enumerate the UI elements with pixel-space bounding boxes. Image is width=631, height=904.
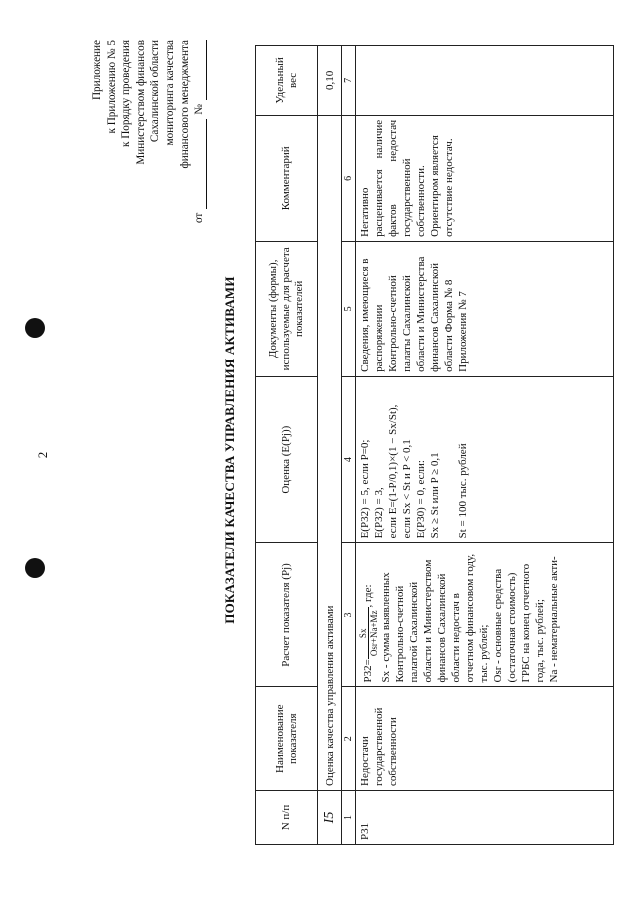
appendix-line: Сахалинской области bbox=[149, 40, 162, 143]
section-label: Оценка качества управления активами bbox=[318, 115, 342, 790]
header-docs: Документы (формы), используемые для расчета показателей bbox=[256, 241, 318, 376]
page-number: 2 bbox=[35, 451, 50, 459]
eval-line: E(P32) = 3, bbox=[373, 487, 385, 539]
appendix-line: к Порядку проведения bbox=[120, 40, 133, 147]
eval-line: E(P30) = 0, если: bbox=[415, 460, 427, 539]
eval-line: Sx ≥ St или P ≥ 0,1 bbox=[429, 452, 441, 539]
calc-fraction: Sx Osr+Na+Mz bbox=[358, 607, 379, 659]
header-name: Наименование показателя bbox=[256, 687, 318, 791]
col-number: 7 bbox=[342, 46, 356, 116]
punch-hole-bottom bbox=[25, 558, 45, 578]
row-eval bbox=[356, 376, 614, 543]
eval-line: E(P32) = 5, если P=0; bbox=[359, 439, 371, 539]
appendix-line: мониторинга качества bbox=[163, 40, 176, 146]
appendix-line: Министерством финансов bbox=[134, 40, 147, 165]
header-row bbox=[256, 46, 318, 845]
indicators-table-host bbox=[255, 45, 620, 845]
number-blank bbox=[196, 40, 207, 100]
row-calc bbox=[356, 543, 614, 687]
col-number: 4 bbox=[342, 376, 356, 543]
header-comment: Комментарий bbox=[256, 115, 318, 241]
eval-line: St = 100 тыс. рублей bbox=[457, 443, 469, 539]
col-number: 1 bbox=[342, 790, 356, 844]
appendix-date-number-line bbox=[192, 40, 207, 280]
header-eval: Оценка (E(Pj)) bbox=[256, 376, 318, 543]
col-number: 3 bbox=[342, 543, 356, 687]
col-number: 5 bbox=[342, 241, 356, 376]
eval-line: если Sx < St и P < 0,1 bbox=[401, 439, 413, 539]
column-number-row bbox=[342, 46, 356, 845]
section-weight: 0,10 bbox=[318, 46, 342, 116]
calc-line: Sx - сумма выявленных Контрольно-счетной палатой Сахалинской области и Министерством финансов Сахалинской области недостач в отчетном финансовом году, тыс. рублей; bbox=[380, 553, 490, 683]
table-row bbox=[356, 46, 614, 845]
appendix-block bbox=[90, 40, 220, 280]
indicators-table bbox=[255, 45, 614, 845]
calc-line: Osr - основные средства (остаточная стоимость) ГРБС на конец отчетного года, тыс. рублей; bbox=[492, 563, 546, 683]
number-label: № bbox=[193, 104, 206, 115]
row-comment bbox=[356, 115, 614, 241]
eval-line: если E=(1-P/0,1)×(1 − Sx/St), bbox=[387, 404, 399, 539]
header-num: N п/п bbox=[256, 790, 318, 844]
date-blank bbox=[196, 119, 207, 209]
comment-line: Негативно расценивается наличие фактов недостач государственной собственности. bbox=[359, 119, 427, 237]
header-weight: Удельный вес bbox=[256, 46, 318, 116]
col-number: 6 bbox=[342, 115, 356, 241]
calc-line: Na - нематериальные акти- bbox=[548, 556, 560, 683]
page-title: ПОКАЗАТЕЛИ КАЧЕСТВА УПРАВЛЕНИЯ АКТИВАМИ bbox=[222, 276, 237, 624]
header-calc: Расчет показателя (Pj) bbox=[256, 543, 318, 687]
row-documents: Сведения, имеющиеся в распоряжении Контрольно-счетной палаты Сахалинской области и Министерства финансов Сахалинской области Форма № 8 Приложения № 7 bbox=[356, 241, 614, 376]
section-index: I5 bbox=[318, 790, 342, 844]
appendix-line: Приложение bbox=[91, 40, 103, 101]
from-label: от bbox=[193, 212, 206, 224]
row-weight bbox=[356, 46, 614, 116]
row-num: P31 bbox=[356, 790, 614, 844]
appendix-line: к Приложению № 5 bbox=[105, 40, 118, 134]
punch-hole-top bbox=[25, 318, 45, 338]
col-number: 2 bbox=[342, 687, 356, 791]
row-name: Недостачи государственной собственности bbox=[356, 687, 614, 791]
appendix-line: финансового менеджмента bbox=[178, 40, 191, 169]
calc-formula: P32= Sx Osr+Na+Mz , где: bbox=[358, 584, 379, 683]
comment-line: Ориентиром является отсутствие недостач. bbox=[429, 135, 455, 237]
section-row bbox=[318, 46, 342, 845]
